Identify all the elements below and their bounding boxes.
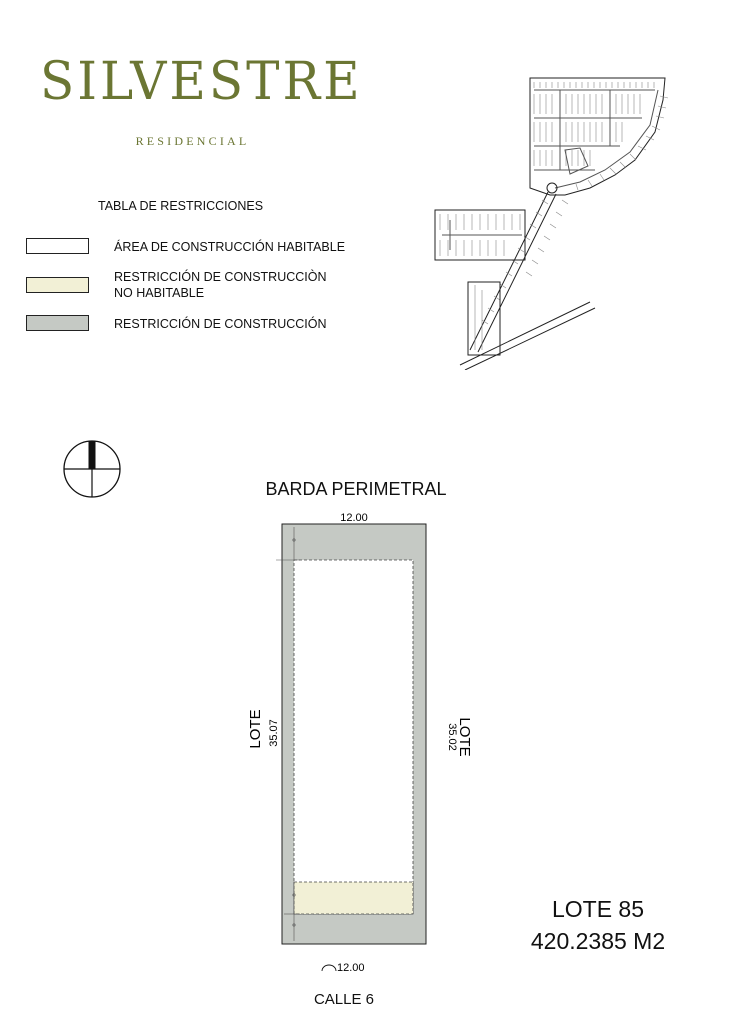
legend-label-non-habitable-line1: RESTRICCIÓN DE CONSTRUCCIÒN	[114, 270, 327, 284]
habitable-zone	[294, 560, 413, 914]
barda-perimetral-label: BARDA PERIMETRAL	[265, 479, 447, 499]
legend-swatch-restriction	[26, 315, 89, 331]
bottom-dimension: 12.00	[337, 962, 365, 974]
north-arrow-icon	[60, 437, 124, 501]
left-lot-label: LOTE	[247, 709, 264, 749]
site-map-icon	[430, 70, 675, 370]
legend-label-restriction: RESTRICCIÓN DE CONSTRUCCIÓN	[114, 317, 327, 331]
legend-swatch-non-habitable	[26, 277, 89, 293]
brand-title: SILVESTRE	[40, 50, 363, 112]
legend-swatch-habitable	[26, 238, 89, 254]
left-dimension: 35.07	[268, 719, 280, 747]
calle-label: CALLE 6	[313, 991, 375, 1008]
right-lot-label: LOTE	[456, 717, 473, 757]
right-dimension: 35.02	[446, 723, 458, 751]
lot-area: 420.2385 M2	[530, 928, 666, 954]
lot-plan	[240, 505, 480, 985]
brand-subtitle: RESIDENCIAL	[135, 134, 250, 148]
legend-title: TABLA DE RESTRICCIONES	[98, 199, 264, 213]
lot-number: LOTE 85	[551, 896, 645, 922]
arc-symbol-icon	[322, 965, 336, 971]
non-habitable-zone	[294, 882, 413, 914]
legend-label-non-habitable-line2: NO HABITABLE	[114, 286, 205, 300]
legend-label-habitable: ÁREA DE CONSTRUCCIÓN HABITABLE	[114, 240, 346, 254]
top-dimension: 12.00	[340, 512, 368, 524]
